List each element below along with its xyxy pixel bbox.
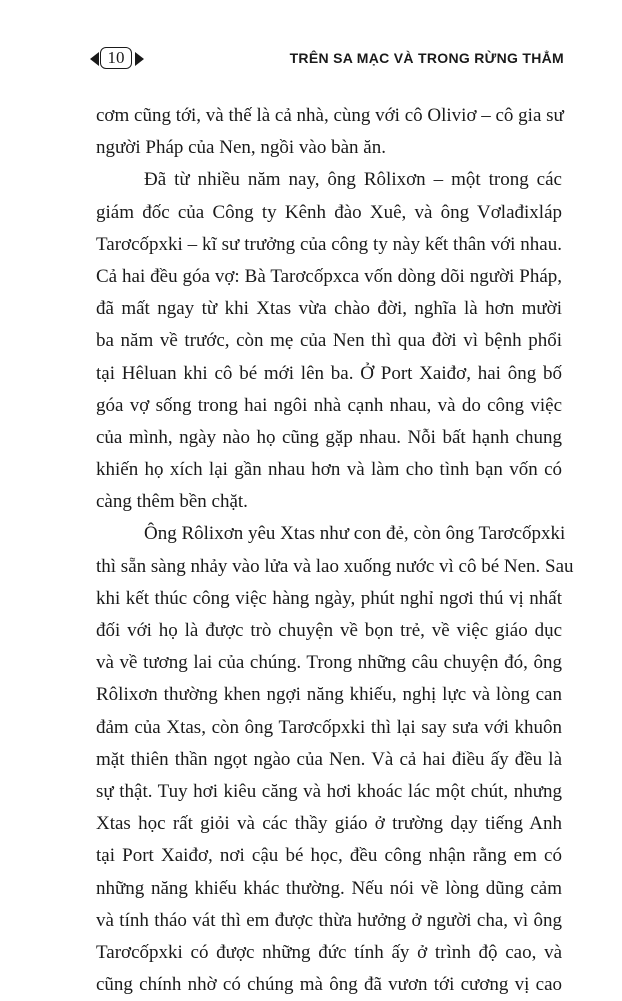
text-line: góa vợ sống trong hai ngôi nhà cạnh nhau, và do công việc [96,394,562,416]
text-line: những năng khiếu khác thường. Nếu nói về lòng dũng cảm [96,877,562,899]
page-number-badge [90,47,144,71]
text-line: mặt thiên thần ngọt ngào của Nen. Và cả hai điều ấy đều là [96,748,562,770]
text-line: đảm của Xtas, còn ông Tarơcốpxki thì lại say sưa với khuôn [96,716,562,738]
text-line: cơm cũng tới, và thế là cả nhà, cùng với cô Oliviơ – cô gia sư [96,105,564,126]
text-line: người Pháp của Nen, ngồi vào bàn ăn. [96,137,386,159]
text-line: Cả hai đều góa vợ: Bà Tarơcốpxca vốn dòng dõi người Pháp, [96,265,562,287]
running-title: TRÊN SA MẠC VÀ TRONG RỪNG THẲM [289,50,564,66]
text-line: Rôlixơn thường khen ngợi năng khiếu, nghị lực và lòng can [96,684,562,706]
text-line: cũng chính nhờ có chúng mà ông đã vươn tới cương vị cao [96,974,562,996]
right-arrow-icon [135,52,144,66]
body-text [96,100,574,1001]
text-line: Tarơcốpxki – kĩ sư trưởng của công ty này kết thân với nhau. [96,233,562,255]
text-line: Đã từ nhiều năm nay, ông Rôlixơn – một trong các [144,169,562,191]
text-line: khi kết thúc công việc hàng ngày, phút nghỉ ngơi thú vị nhất [96,587,562,609]
page-header [0,0,622,80]
text-line: Tarơcốpxki có được những đức tính ấy ở trình độ cao, và [96,941,562,963]
text-line: càng thêm bền chặt. [96,491,248,513]
left-arrow-icon [90,52,99,66]
text-line: tại Port Xaiđơ, nơi cậu bé học, đều công nhận rằng em có [96,845,562,867]
text-line: và tính tháo vát thì em được thừa hưởng ở người cha, vì ông [96,909,562,931]
text-line: giám đốc của Công ty Kênh đào Xuê, và ông Vơlađixláp [96,201,562,223]
text-line: đối với họ là được trò chuyện về bọn trẻ, về việc giáo dục [96,620,562,641]
text-line: khiến họ xích lại gần nhau hơn và làm cho tình bạn vốn có [96,459,562,481]
text-line: đã mất ngay từ khi Xtas vừa chào đời, nghĩa là hơn mười [96,298,562,320]
page-number: 10 [100,47,132,69]
text-line: và về tương lai của chúng. Trong những câu chuyện đó, ông [96,652,562,674]
text-line: ba năm về trước, còn mẹ của Nen thì qua đời vì bệnh phổi [96,330,562,352]
text-line: Xtas học rất giỏi và các thầy giáo ở trường dạy tiếng Anh [96,813,562,835]
text-line: tại Hêluan khi cô bé mới lên ba. Ở Port Xaiđơ, hai ông bố [96,362,562,384]
text-line: thì sẵn sàng nhảy vào lửa và lao xuống nước vì cô bé Nen. Sau [96,555,574,577]
text-line: Ông Rôlixơn yêu Xtas như con đẻ, còn ông Tarơcốpxki [144,523,566,545]
text-line: sự thật. Tuy hơi kiêu căng và hơi khoác lác một chút, nhưng [96,780,562,802]
text-line: của mình, ngày nào họ cũng gặp nhau. Nỗi bất hạnh chung [96,426,562,448]
